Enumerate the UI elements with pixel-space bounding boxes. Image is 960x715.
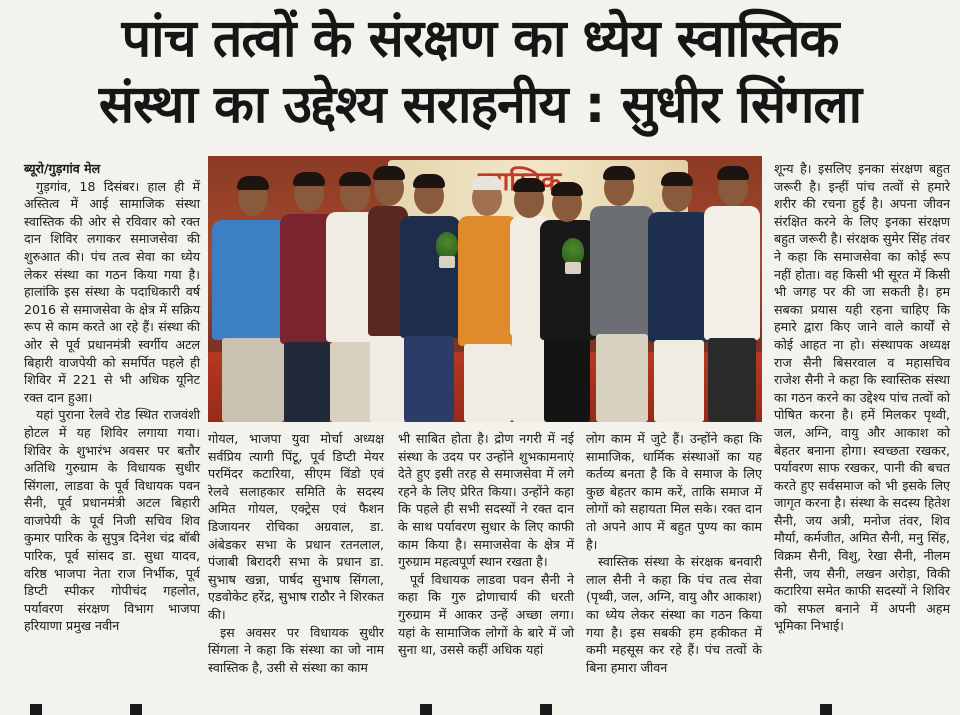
event-photo bbox=[208, 156, 762, 422]
headline-line-1: पांच तत्वों के संरक्षण का ध्येय स्वास्तिक bbox=[121, 9, 839, 69]
paragraph: पूर्व विधायक लाडवा पवन सैनी ने कहा कि गुरु द्रोणाचार्य की धरती गुरुग्राम में आकर उन्हें अच्छा लगा। यहां के सामाजिक लोगों के बारे में जो सुना था, उससे कहीं अधिक यहां bbox=[398, 571, 574, 658]
plant-icon bbox=[436, 232, 458, 258]
paragraph: इस अवसर पर विधायक सुधीर सिंगला ने कहा कि संस्था का जो नाम स्वास्तिक है, उसी से संस्था का काम bbox=[208, 624, 384, 675]
page-bottom-strip bbox=[0, 704, 960, 715]
article-column-4 bbox=[586, 430, 762, 700]
paragraph: शून्य है। इसलिए इनका संरक्षण बहुत जरूरी है। इन्हीं पांच तत्वों से हमारे शरीर की रचना हुई है। अपना जीवन संरक्षित करने के लिए इनका संरक्षण बहुत जरूरी है। संरक्षक सुमेर सिंह तंवर ने कहा कि समाजसेवा का कोई रूप नहीं होता। वह किसी भी सूरत में किसी भी जगह पर की जा सकती है। हम सबका प्रयास यही रहना चाहिए कि हमारे द्वारा किए जाने वाले कार्यों से कोई आहत ना हो। संस्थापक अध्यक्ष राज सैनी बिसरवाल व महासचिव राजेश सैनी ने कहा कि स्वास्तिक संस्था का गठन करने का उद्देश्य पांच तत्वों को पोषित करना है। हमें मिलकर पृथ्वी, जल, अग्नि, वायु और आकाश को बेहतर बनाना होगा। स्वच्छता रखकर, पर्यावरण साफ रखकर, पानी की बचत करते हुए सर्वसमाज को भी इसके लिए जागृत करना है। संस्था के सदस्य हितेश सैनी, जय अत्री, मनोज तंवर, शिव मौर्या, कर्मजीत, अमित सैनी, मनु सिंह, विक्रम सैनी, विशु, रेखा सैनी, नीलम सैनी, जय सैनी, लखन अरोड़ा, विकी कटारिया समेत काफी सदस्यों ने शिविर को सफल बनाने में अपनी अहम भूमिका निभाई। bbox=[774, 161, 950, 634]
paragraph: लोग काम में जुटे हैं। उन्होंने कहा कि सामाजिक, धार्मिक संस्थाओं का यह कर्तव्य बनता है कि वे समाज के लिए कुछ बेहतर काम करें, ताकि समाज में लोगों को सहायता मिल सके। रक्त दान तो अपने आप में बहुत पुण्य का काम है। bbox=[586, 431, 762, 552]
article-column-2 bbox=[208, 430, 384, 700]
next-article-fragment bbox=[30, 704, 42, 715]
byline: ब्यूरो/गुड़गांव मेल bbox=[24, 161, 101, 176]
article-column-1 bbox=[24, 160, 200, 700]
next-article-fragment bbox=[820, 704, 832, 715]
next-article-fragment bbox=[130, 704, 142, 715]
pot-icon bbox=[439, 256, 455, 268]
article-column-5 bbox=[774, 160, 950, 700]
paragraph: स्वास्तिक संस्था के संरक्षक बनवारी लाल सैनी ने कहा कि पंच तत्व सेवा (पृथ्वी, जल, अग्नि, वायु और आकाश) का ध्येय लेकर संस्था का गठन किया गया है। इस सबकी हम हकीकत में कमी महसूस कर रहे हैं। पंच तत्वों के बिना हमारा जीवन bbox=[586, 554, 762, 675]
next-article-fragment bbox=[540, 704, 552, 715]
paragraph: भी साबित होता है। द्रोण नगरी में नई संस्था के उदय पर उन्होंने शुभकामनाएं देते हुए इसी तरह से समाजसेवा में लगे रहने के लिए प्रेरित किया। उन्होंने कहा कि पहले ही सभी सदस्यों ने रक्त दान के साथ पर्यावरण सुधार के लिए काफी काम किया है। समाजसेवा के क्षेत्र में गुरुग्राम महत्वपूर्ण स्थान रखता है। bbox=[398, 431, 574, 570]
plant-icon bbox=[562, 238, 584, 264]
headline-line-2: संस्था का उद्देश्य सराहनीय : सुधीर सिंगला bbox=[98, 75, 862, 135]
article-column-3 bbox=[398, 430, 574, 700]
pot-icon bbox=[565, 262, 581, 274]
paragraph: यहां पुराना रेलवे रोड स्थित राजवंशी होटल में यह शिविर लगाया गया। शिविर के शुभारंभ अवसर पर बतौर अतिथि गुरुग्राम के विधायक सुधीर सिंगला, लाडवा के पूर्व विधायक पवन सैनी, पूर्व प्रधानमंत्री अटल बिहारी वाजपेयी के पूर्व निजी सचिव शिव कुमार पारिक के सुपुत्र दिनेश चंद्र बॉबी पारिक, पूर्व सांसद डा. सुधा यादव, वरिष्ठ भाजपा नेता राज निर्भीक, पूर्व डिप्टी स्पीकर गोपीचंद गहलोत, पर्यावरण संरक्षण विभाग भाजपा हरियाणा प्रमुख नवीन bbox=[24, 407, 200, 634]
paragraph: गुड़गांव, 18 दिसंबर। हाल ही में अस्तित्व में आई सामाजिक संस्था स्वास्तिक की ओर से रविवार को रक्त दान शिविर लगाकर समाजसेवा की शुरुआत की। पंच तत्व सेवा का ध्येय लेकर संस्था का गठन किया गया है। हालांकि इस संस्था के पदाधिकारी वर्ष 2016 से समाजसेवा के क्षेत्र में सक्रिय रूप से काम करते आ रहे हैं। संस्था की ओर से पूर्व प्रधानमंत्री स्वर्गीय अटल बिहारी वाजपेयी को समर्पित पहले ही शिविर में 221 से भी अधिक यूनिट रक्त दान हुआ। bbox=[24, 178, 200, 405]
next-article-fragment bbox=[420, 704, 432, 715]
paragraph: गोयल, भाजपा युवा मोर्चा अध्यक्ष सर्वप्रिय त्यागी पिंटू, पूर्व डिप्टी मेयर परमिंदर कटारिया, सीएम विंडो एवं रेलवे सलाहकार समिति के सदस्य अमित गोयल, एक्ट्रेस एवं फैशन डिजायनर रोचिका अग्रवाल, डा. अंबेडकर सभा के प्रधान रतनलाल, पंजाबी बिरादरी सभा के प्रधान डा. सुभाष खन्ना, पार्षद सुभाष सिंगला, एडवोकेट हरेंद्र, सुभाष राठौर ने शिरकत की। bbox=[208, 431, 384, 622]
